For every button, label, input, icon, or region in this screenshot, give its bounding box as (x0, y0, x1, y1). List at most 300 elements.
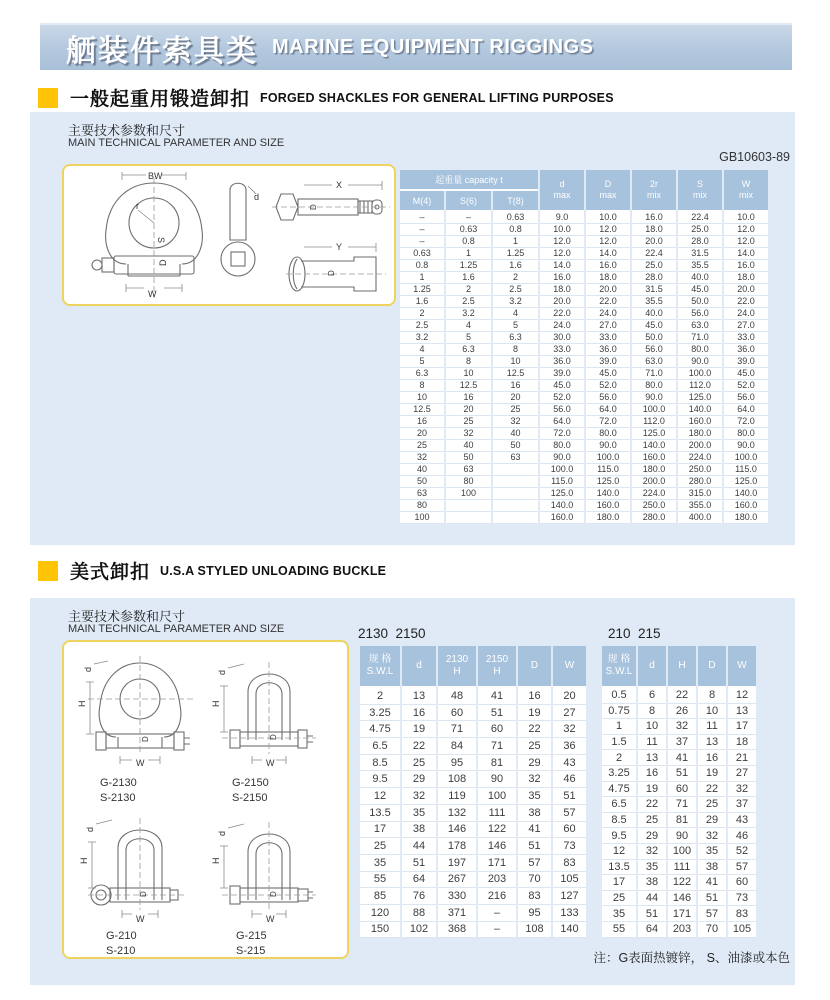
table-cell: 12.0 (724, 236, 768, 248)
table-cell (493, 476, 538, 488)
table-row (400, 272, 768, 284)
col-header-S (678, 170, 722, 212)
table-cell: 36.0 (724, 344, 768, 356)
table-row (400, 380, 768, 392)
diagram-caption: S-215 (236, 945, 266, 957)
table-cell: 95 (518, 905, 551, 922)
table-cell: 33.0 (540, 344, 584, 356)
table-cell: 41 (668, 750, 696, 766)
diagram-caption: G-2130 (100, 777, 137, 789)
table-cell: 24.0 (540, 320, 584, 332)
table-cell: 146 (438, 822, 476, 839)
table-row (602, 782, 756, 798)
table-cell: 180.0 (586, 512, 630, 524)
table-cell: 38 (402, 822, 436, 839)
table-cell: 111 (668, 860, 696, 876)
table-cell: 25 (638, 813, 666, 829)
col-header-line: max (599, 190, 617, 200)
table-cell (493, 464, 538, 476)
table-cell: 197 (438, 855, 476, 872)
forged-shackles-table (398, 170, 770, 524)
table-cell: 70 (698, 922, 726, 938)
table-cell: 33.0 (724, 332, 768, 344)
table-cell: 6 (638, 688, 666, 704)
table-cell: 50.0 (678, 296, 722, 308)
table-cell: 1.6 (400, 296, 444, 308)
col-header-line: S.W.L (366, 666, 394, 677)
table-cell: 73 (553, 838, 586, 855)
table-cell: 60 (438, 705, 476, 722)
table-cell: 6.5 (360, 738, 400, 755)
table-cell: 72.0 (724, 416, 768, 428)
table-cell: 105 (728, 922, 756, 938)
table-cell: 100.0 (632, 404, 676, 416)
table-cell: 132 (438, 805, 476, 822)
col-header-line: d (649, 660, 655, 671)
table-cell: 25 (446, 416, 491, 428)
table-cell: 80.0 (540, 440, 584, 452)
table-cell: 3.25 (602, 766, 636, 782)
table-cell: 32 (400, 452, 444, 464)
col-header-line: mix (647, 190, 662, 200)
col-header-line: S.W.L (605, 666, 633, 677)
table-cell: 119 (438, 788, 476, 805)
table-cell (446, 512, 491, 524)
table-cell: 85 (360, 888, 400, 905)
table-cell: 6.5 (602, 797, 636, 813)
table-cell: 52.0 (724, 380, 768, 392)
table-row (400, 476, 768, 488)
table-cell: 203 (668, 922, 696, 938)
table-cell: 100.0 (678, 368, 722, 380)
buckle-dimension-diagram (62, 640, 349, 959)
table-cell: 55 (602, 922, 636, 938)
col-header-line: D (530, 660, 539, 671)
table-cell: 18.0 (632, 224, 676, 236)
table-cell: 0.63 (400, 248, 444, 260)
col-header-line: 2r (650, 179, 659, 189)
table-cell: 35 (518, 788, 551, 805)
dim-label-s: S (156, 237, 166, 244)
dim-label-w: W (136, 914, 145, 924)
table-cell: 52 (728, 844, 756, 860)
table-cell: 90.0 (724, 440, 768, 452)
table-row (602, 750, 756, 766)
table-cell: 111 (478, 805, 516, 822)
table-cell: 31.5 (678, 248, 722, 260)
table-cell: 100 (400, 512, 444, 524)
page-header-band (40, 23, 792, 70)
table-cell: 2 (400, 308, 444, 320)
table-cell: 0.5 (602, 688, 636, 704)
table-cell: 14.0 (540, 260, 584, 272)
table-cell: 0.63 (446, 224, 491, 236)
col-header-line: d (416, 660, 422, 671)
col-header-line: W (737, 660, 747, 671)
table-cell: 80.0 (586, 428, 630, 440)
table-cell: 14.0 (586, 248, 630, 260)
table-cell: 112.0 (678, 380, 722, 392)
col-header-D (698, 646, 726, 688)
section2-title-english: U.S.A STYLED UNLOADING BUCKLE (160, 563, 387, 578)
table-cell: 2 (493, 272, 538, 284)
table-cell: 100 (668, 844, 696, 860)
table-cell: 39.0 (586, 356, 630, 368)
table-cell: 20.0 (586, 284, 630, 296)
table-row (602, 719, 756, 735)
table-cell: 146 (478, 838, 516, 855)
table-cell (493, 488, 538, 500)
dim-label-d-pin: D (158, 259, 168, 266)
table-cell: 90.0 (678, 356, 722, 368)
table-cell: 41 (518, 822, 551, 839)
table-row (360, 738, 586, 755)
table-cell: 40 (446, 440, 491, 452)
table-cell: 52.0 (540, 392, 584, 404)
table-cell: 25.0 (678, 224, 722, 236)
table-cell: 10.0 (586, 212, 630, 224)
table-cell: 14.0 (724, 248, 768, 260)
table-cell: 35.5 (632, 296, 676, 308)
table-cell: 2.5 (400, 320, 444, 332)
dim-label-r: r (136, 201, 139, 211)
table-row (400, 392, 768, 404)
table-cell: 57 (518, 855, 551, 872)
table-cell: 3.2 (400, 332, 444, 344)
col-header-line: S (697, 179, 704, 189)
table-cell: 32 (518, 771, 551, 788)
table-cell: 22.4 (678, 212, 722, 224)
table-cell: – (400, 236, 444, 248)
table-cell: 51 (668, 766, 696, 782)
table-cell: 0.8 (493, 224, 538, 236)
col-header-m4: M(4) (400, 191, 444, 212)
table-cell: 5 (400, 356, 444, 368)
table-row (360, 822, 586, 839)
table-2130-2150-head (360, 646, 586, 688)
table-cell: 19 (638, 782, 666, 798)
table-cell: 56.0 (540, 404, 584, 416)
table-cell: 200.0 (678, 440, 722, 452)
table-row (400, 452, 768, 464)
table-cell: 12.5 (446, 380, 491, 392)
col-header-line: H (678, 660, 686, 671)
table-cell: 37 (728, 797, 756, 813)
diagram-caption: G-2150 (232, 777, 269, 789)
table-2130-2150-body (360, 688, 586, 938)
col-header-line: H (493, 666, 501, 677)
table-cell: 224.0 (632, 488, 676, 500)
table-cell: 125.0 (586, 476, 630, 488)
table-210-215 (600, 646, 758, 938)
dim-label-h: H (211, 700, 221, 707)
table-cell: 71.0 (632, 368, 676, 380)
table-cell: 29 (402, 771, 436, 788)
dim-label-h: H (79, 857, 89, 864)
table-cell: 56.0 (678, 308, 722, 320)
table-cell: 12.5 (400, 404, 444, 416)
table-cell: 45.0 (540, 380, 584, 392)
table-cell: 371 (438, 905, 476, 922)
table-cell: 115.0 (540, 476, 584, 488)
table-cell: 84 (438, 738, 476, 755)
table-cell: 44 (638, 891, 666, 907)
table-cell: 16 (402, 705, 436, 722)
table-cell: 22 (518, 721, 551, 738)
table-cell: 3.25 (360, 705, 400, 722)
table-row (360, 838, 586, 855)
table-cell: 1 (602, 719, 636, 735)
table-cell: 10 (493, 356, 538, 368)
diagram-caption: S-2150 (232, 792, 268, 804)
table-cell: 33.0 (586, 332, 630, 344)
table-cell: 56.0 (586, 392, 630, 404)
table-row (360, 721, 586, 738)
table-cell: 16 (400, 416, 444, 428)
table-cell: 12 (360, 788, 400, 805)
table-cell: 35 (602, 906, 636, 922)
table-cell: 71 (478, 738, 516, 755)
dim-label-bw: BW (148, 171, 163, 181)
table-cell: 83 (518, 888, 551, 905)
table-cell: 2 (602, 750, 636, 766)
table-cell: 27 (553, 705, 586, 722)
table-cell: 21 (728, 750, 756, 766)
table-cell: 51 (518, 838, 551, 855)
table-cell: 3.2 (446, 308, 491, 320)
dim-label-d-bolt: D (309, 204, 318, 210)
table-cell: 140.0 (586, 488, 630, 500)
table-cell: 112.0 (632, 416, 676, 428)
col-header-line: W (564, 660, 575, 671)
table-cell: 4 (400, 344, 444, 356)
table-cell: 45.0 (724, 368, 768, 380)
table-cell: 24.0 (586, 308, 630, 320)
table-cell: 180.0 (724, 512, 768, 524)
table-cell: 13 (728, 704, 756, 720)
dim-label-d-small: d (254, 192, 260, 202)
table-cell: 60 (728, 875, 756, 891)
table-cell: 51 (478, 705, 516, 722)
table-cell: 32 (668, 719, 696, 735)
table-row (400, 368, 768, 380)
table-cell: 70 (518, 872, 551, 889)
table-cell: 20.0 (540, 296, 584, 308)
table-cell: 63 (400, 488, 444, 500)
table-cell: 160.0 (678, 416, 722, 428)
table-210-215-body (602, 688, 756, 938)
table-cell: 100.0 (540, 464, 584, 476)
table-cell: 16 (518, 688, 551, 705)
table-cell: 133 (553, 905, 586, 922)
table-cell: 28.0 (678, 236, 722, 248)
col-header-W (728, 646, 756, 688)
table-cell: 16 (493, 380, 538, 392)
table-row (400, 260, 768, 272)
table-row (400, 332, 768, 344)
dim-label-d-piny: D (327, 270, 336, 276)
table-cell: 160.0 (586, 500, 630, 512)
table-cell: 108 (438, 771, 476, 788)
table-cell: 80 (400, 500, 444, 512)
table-cell: 1.5 (602, 735, 636, 751)
table-cell: 20.0 (632, 236, 676, 248)
table-cell: 400.0 (678, 512, 722, 524)
table-cell: 30.0 (540, 332, 584, 344)
table-cell: 16.0 (724, 260, 768, 272)
table-row (360, 872, 586, 889)
table-row (602, 766, 756, 782)
table-cell: 0.8 (400, 260, 444, 272)
table-row (360, 805, 586, 822)
table-cell: 16.0 (632, 212, 676, 224)
shackle-diagram-svg (64, 166, 394, 304)
table-cell: 12.5 (493, 368, 538, 380)
table-row (360, 705, 586, 722)
table-cell: 18.0 (586, 272, 630, 284)
page-title-english: MARINE EQUIPMENT RIGGINGS (272, 36, 594, 58)
table-cell: 76 (402, 888, 436, 905)
table-cell: 6.3 (446, 344, 491, 356)
table-cell: 100 (478, 788, 516, 805)
table-cell: 10 (638, 719, 666, 735)
table-cell: 171 (478, 855, 516, 872)
col-header-line: 2150 (485, 654, 509, 665)
table-cell: 1 (493, 236, 538, 248)
table-cell: 13.5 (360, 805, 400, 822)
table-row (602, 735, 756, 751)
table-row (602, 828, 756, 844)
col-header-2130h (438, 646, 476, 688)
table-210-215-label: 210 215 (608, 626, 661, 641)
table-row (360, 922, 586, 939)
table-row (400, 428, 768, 440)
table-cell: 13 (402, 688, 436, 705)
table-cell: 4.75 (602, 782, 636, 798)
table-cell: 13 (638, 750, 666, 766)
table-cell: 46 (553, 771, 586, 788)
table-cell: 40 (493, 428, 538, 440)
table-cell: 39.0 (724, 356, 768, 368)
table-cell: 73 (728, 891, 756, 907)
table-cell: 2.5 (446, 296, 491, 308)
table-cell: 55 (360, 872, 400, 889)
table-cell: 125.0 (540, 488, 584, 500)
dim-label-D: D (269, 891, 278, 897)
dim-label-x: X (336, 180, 343, 190)
table-cell: 267 (438, 872, 476, 889)
dim-label-d: d (83, 666, 93, 672)
section2-title (38, 557, 386, 584)
table-cell: 32 (698, 828, 726, 844)
table-cell: 12 (602, 844, 636, 860)
table-cell: 46 (728, 828, 756, 844)
table-cell: 160.0 (724, 500, 768, 512)
table-cell: 90.0 (586, 440, 630, 452)
table-row (602, 844, 756, 860)
table-row (400, 296, 768, 308)
table-cell: 60 (478, 721, 516, 738)
col-header-swl (602, 646, 636, 688)
dim-label-y: Y (336, 242, 343, 252)
forged-shackles-table-body (400, 212, 768, 524)
table-cell: 12.0 (540, 248, 584, 260)
table-cell: 6.3 (493, 332, 538, 344)
table-cell: 41 (698, 875, 726, 891)
table-cell: 17 (728, 719, 756, 735)
table-cell: 13 (698, 735, 726, 751)
table-cell: 27.0 (586, 320, 630, 332)
col-header-swl (360, 646, 400, 688)
dim-label-D: D (269, 734, 278, 740)
table-row (400, 404, 768, 416)
table-cell: 122 (478, 822, 516, 839)
table-cell: 80.0 (632, 380, 676, 392)
table-cell: 52.0 (586, 380, 630, 392)
table-cell: 171 (668, 906, 696, 922)
table-cell: 51 (402, 855, 436, 872)
table-cell: 25 (400, 440, 444, 452)
section2-title-chinese: 美式卸扣 (70, 562, 151, 583)
col-header-line: d (559, 179, 565, 189)
table-cell: 63.0 (678, 320, 722, 332)
table-cell: 35 (638, 860, 666, 876)
table-row (400, 224, 768, 236)
table-cell: 10 (698, 704, 726, 720)
table-cell: 26 (668, 704, 696, 720)
diagram-caption: G-215 (236, 930, 267, 942)
table-cell: 38 (698, 860, 726, 876)
table-cell: 178 (438, 838, 476, 855)
table-cell: 83 (728, 906, 756, 922)
dim-label-w: W (148, 289, 157, 299)
table-cell: 95 (438, 755, 476, 772)
table-cell: 180.0 (678, 428, 722, 440)
table-210-215-head (602, 646, 756, 688)
diagram-caption: G-210 (106, 930, 137, 942)
table-cell: 19 (402, 721, 436, 738)
table-cell: 25 (518, 738, 551, 755)
table-cell (493, 512, 538, 524)
table-cell: 60 (553, 822, 586, 839)
table-cell: 203 (478, 872, 516, 889)
table-row (400, 416, 768, 428)
table-cell: 11 (638, 735, 666, 751)
table-cell: 71 (668, 797, 696, 813)
table-cell: 330 (438, 888, 476, 905)
table-cell: 146 (668, 891, 696, 907)
table-row (602, 704, 756, 720)
table-cell: 32 (493, 416, 538, 428)
table-cell: 160.0 (632, 452, 676, 464)
table-cell: 200.0 (632, 476, 676, 488)
table-cell: 22 (638, 797, 666, 813)
col-header-d (638, 646, 666, 688)
table-cell: – (446, 212, 491, 224)
table-row (400, 512, 768, 524)
col-header-line: D (708, 660, 716, 671)
col-header-line: H (453, 666, 461, 677)
table-cell: – (478, 905, 516, 922)
table-cell: 140.0 (678, 404, 722, 416)
table-cell: 224.0 (678, 452, 722, 464)
table-cell: 40.0 (632, 308, 676, 320)
table-cell: 22.4 (632, 248, 676, 260)
table-cell: 125.0 (632, 428, 676, 440)
dim-label-w: W (266, 914, 275, 924)
buckle-diagram-svg (64, 642, 347, 957)
table-2130-2150 (358, 646, 588, 938)
